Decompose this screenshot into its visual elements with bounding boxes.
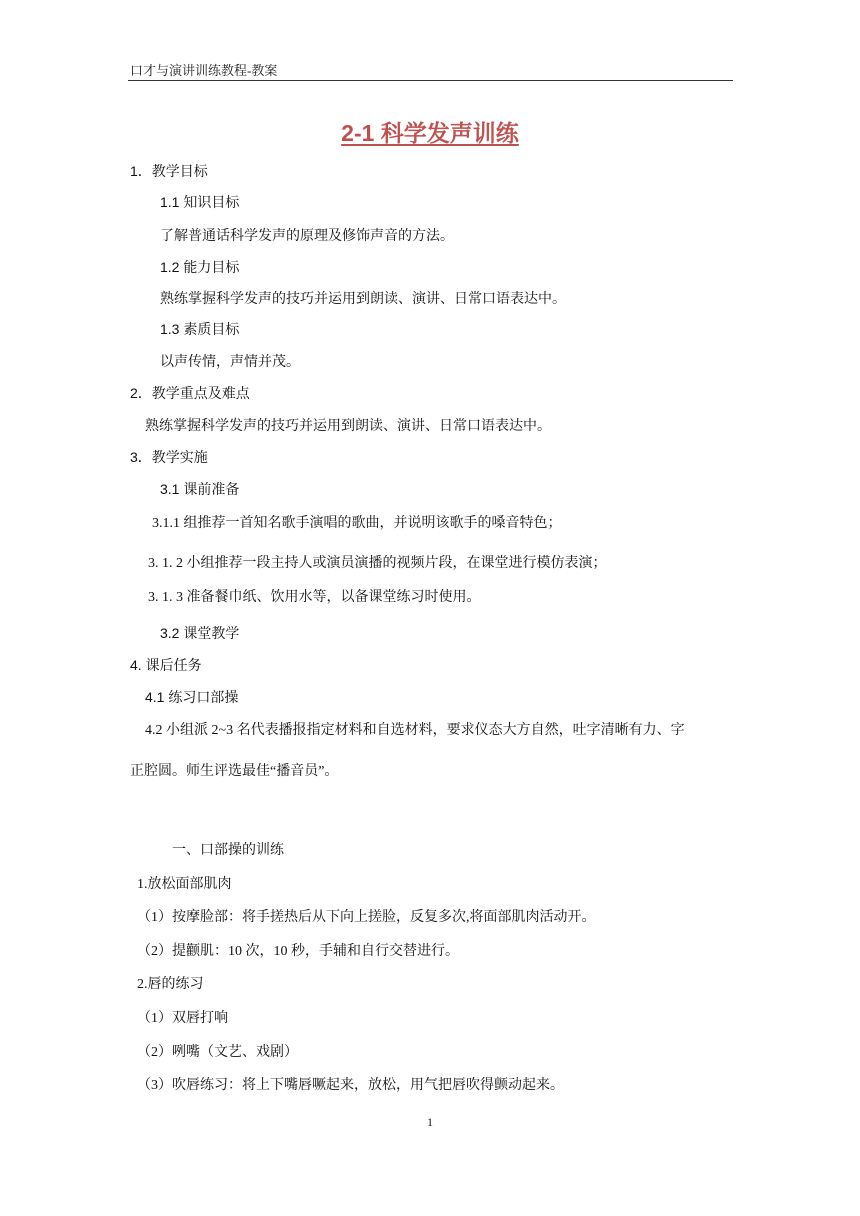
page-header: 口才与演讲训练教程-教案 (130, 63, 278, 78)
page-number: 1 (427, 1115, 433, 1129)
subsection-heading: 2.唇的练习 (137, 977, 204, 992)
list-item: （1）按摩脸部：将手搓热后从下向上搓脸，反复多次,将面部肌肉活动开。 (137, 910, 596, 925)
section-heading: 一、口部操的训练 (172, 843, 284, 858)
subsection-heading: 1.放松面部肌肉 (137, 877, 232, 892)
paragraph: 正腔圆。师生评选最佳“播音员”。 (130, 764, 339, 779)
list-item: （3）吹唇练习：将上下嘴唇噘起来，放松，用气把唇吹得颤动起来。 (137, 1078, 564, 1093)
list-item: 3.1.1 组推荐一首知名歌手演唱的歌曲，并说明该歌手的嗓音特色； (152, 516, 562, 531)
document-title: 2-1 科学发声训练 (341, 120, 519, 146)
paragraph: 熟练掌握科学发声的技巧并运用到朗读、演讲、日常口语表达中。 (160, 290, 566, 306)
subsection-heading: 1.2 能力目标 (160, 259, 240, 275)
list-item: 3. 1. 2 小组推荐一段主持人或演员演播的视频片段，在课堂进行模仿表演； (148, 556, 607, 571)
paragraph: 4.2 小组派 2~3 名代表播报指定材料和自选材料，要求仪态大方自然，吐字清晰有力、字 (145, 723, 685, 738)
section-heading: 2．教学重点及难点 (130, 385, 250, 401)
paragraph: 以声传情，声情并茂。 (160, 353, 300, 369)
subsection-heading: 3.2 课堂教学 (160, 625, 240, 641)
header-divider (128, 80, 733, 81)
subsection-heading: 4.1 练习口部操 (145, 689, 239, 705)
list-item: 3. 1. 3 准备餐巾纸、饮用水等，以备课堂练习时使用。 (148, 590, 481, 605)
list-item: （2）提颧肌：10 次，10 秒，手辅和自行交替进行。 (137, 944, 459, 959)
section-heading: 4. 课后任务 (130, 657, 202, 673)
subsection-heading: 1.1 知识目标 (160, 194, 240, 210)
paragraph: 了解普通话科学发声的原理及修饰声音的方法。 (160, 227, 454, 243)
list-item: （2）咧嘴（文艺、戏剧） (137, 1045, 298, 1060)
paragraph: 熟练掌握科学发声的技巧并运用到朗读、演讲、日常口语表达中。 (145, 417, 551, 433)
subsection-heading: 3.1 课前准备 (160, 481, 240, 497)
section-heading: 1．教学目标 (130, 163, 208, 179)
section-heading: 3．教学实施 (130, 449, 208, 465)
subsection-heading: 1.3 素质目标 (160, 321, 240, 337)
list-item: （1）双唇打响 (137, 1011, 228, 1026)
